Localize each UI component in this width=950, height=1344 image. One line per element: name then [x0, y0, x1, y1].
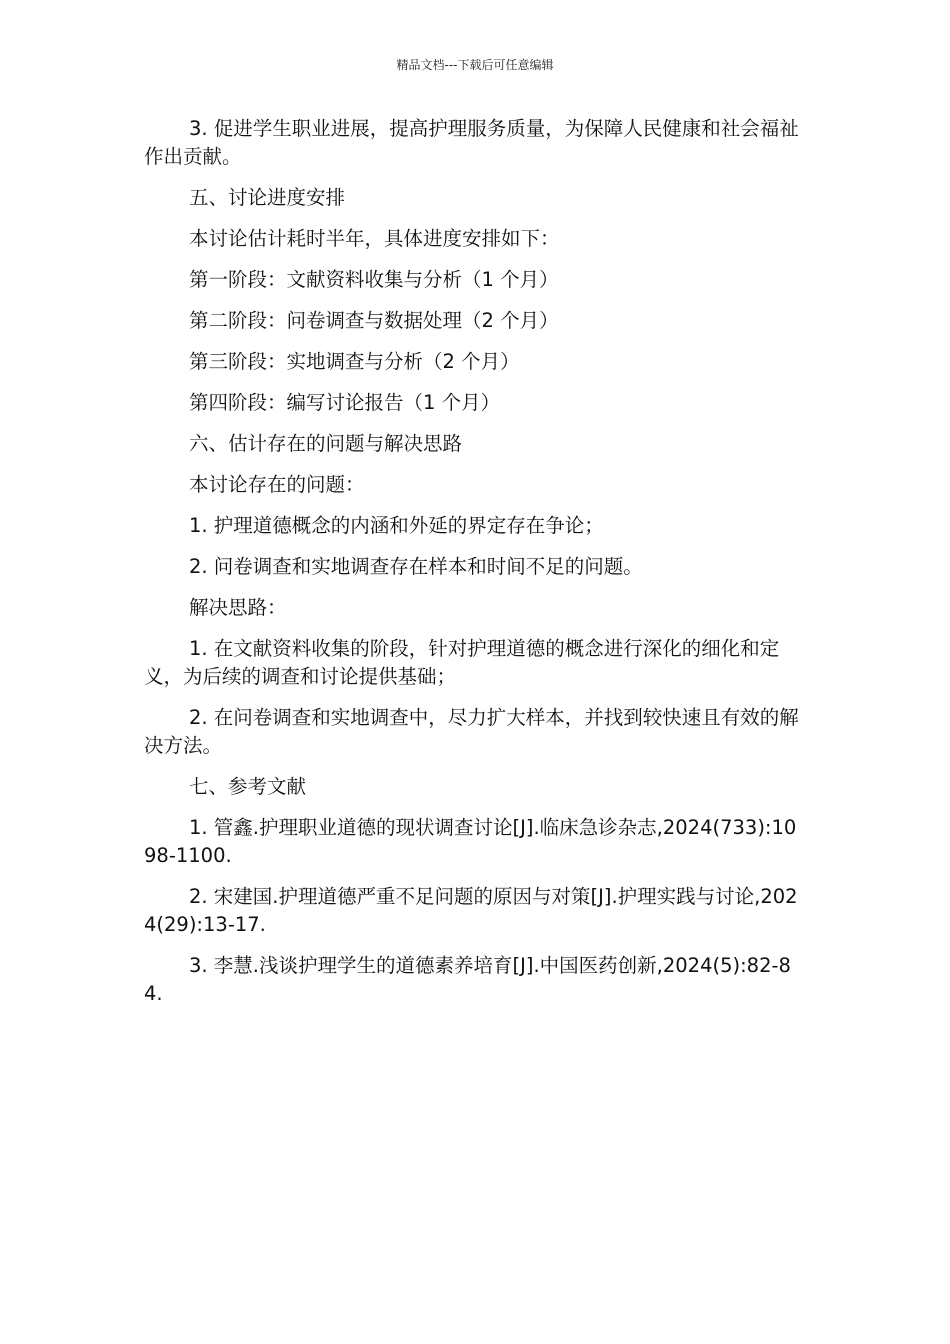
paragraph-problem-1: 1. 护理道德概念的内涵和外延的界定存在争论；	[189, 514, 604, 537]
paragraph-problems-intro: 本讨论存在的问题：	[189, 473, 365, 496]
section-heading-problems: 六、估计存在的问题与解决思路	[189, 432, 463, 455]
paragraph-schedule-intro: 本讨论估计耗时半年，具体进度安排如下：	[189, 227, 560, 250]
paragraph-solution-1: 1. 在文献资料收集的阶段，针对护理道德的概念进行深化的细化和定义，为后续的调查和讨论提供基础；	[144, 637, 780, 688]
paragraph-stage-4: 第四阶段：编写讨论报告（1 个月）	[189, 391, 501, 414]
document-body	[144, 115, 800, 1021]
paragraph-goal-3: 3. 促进学生职业进展，提高护理服务质量，为保障人民健康和社会福祉作出贡献。	[144, 117, 799, 168]
paragraph-stage-3: 第三阶段：实地调查与分析（2 个月）	[189, 350, 520, 373]
paragraph-stage-2: 第二阶段：问卷调查与数据处理（2 个月）	[189, 309, 559, 332]
section-heading-references: 七、参考文献	[189, 775, 307, 798]
reference-item-3: 3. 李慧.浅谈护理学生的道德素养培育[J].中国医药创新,2024(5):82-84.	[144, 954, 791, 1005]
section-heading-schedule: 五、讨论进度安排	[189, 186, 346, 209]
paragraph-stage-1: 第一阶段：文献资料收集与分析（1 个月）	[189, 268, 559, 291]
paragraph-solutions-intro: 解决思路：	[189, 596, 287, 619]
page-header: 精品文档---下载后可任意编辑	[396, 58, 554, 72]
paragraph-solution-2: 2. 在问卷调查和实地调查中，尽力扩大样本，并找到较快速且有效的解决方法。	[144, 706, 799, 757]
reference-item-1: 1. 管鑫.护理职业道德的现状调查讨论[J].临床急诊杂志,2024(733):1098-1100.	[144, 816, 797, 867]
reference-item-2: 2. 宋建国.护理道德严重不足问题的原因与对策[J].护理实践与讨论,2024(29):13-17.	[144, 885, 798, 936]
paragraph-problem-2: 2. 问卷调查和实地调查存在样本和时间不足的问题。	[189, 555, 643, 578]
